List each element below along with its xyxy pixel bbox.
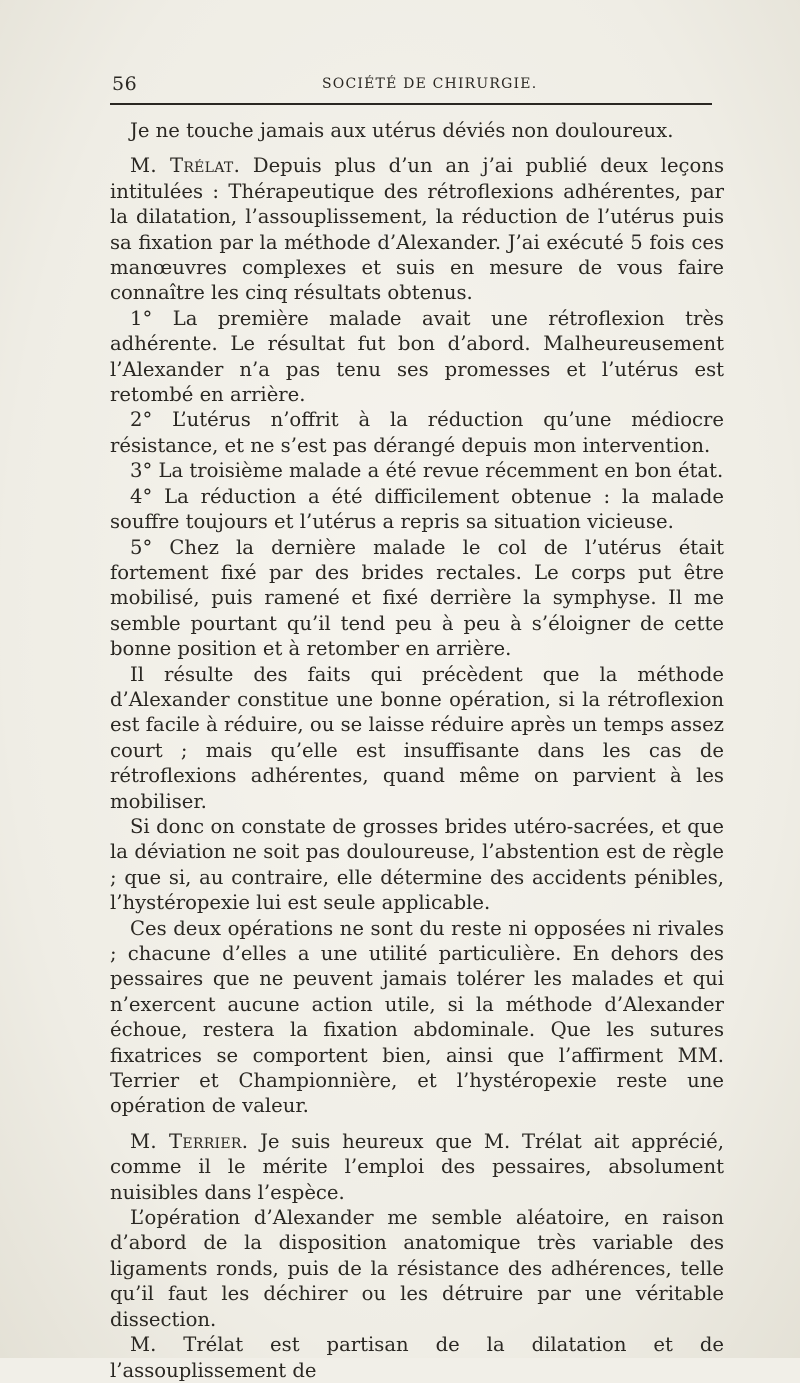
paragraph-text: Depuis plus d’un an j’ai publié deux leçons intitulées : Thérapeutique des rétroflexions adhérentes, par la dilatation, l’assouplissement, la réduction de l’utérus puis sa fixation par la méthode d’Alexander. J’ai exécuté 5 fois ces manœuvres complexes et suis en mesure de vous faire connaître les cinq résultats obtenus. xyxy=(110,154,724,305)
header-rule xyxy=(110,103,712,105)
body-text xyxy=(110,118,724,1383)
paragraph-9 xyxy=(110,814,724,916)
paragraph-text: 1° La première malade avait une rétroflexion très adhérente. Le résultat fut bon d’abord. Malheureusement l’Alexander n’a pas tenu ses promesses et l’utérus est retombé en arrière. xyxy=(110,306,724,407)
paragraph-10 xyxy=(110,916,724,1119)
paragraph-1 xyxy=(110,118,724,143)
paragraph-text: Si donc on constate de grosses brides utéro-sacrées, et que la déviation ne soit pas douloureuse, l’abstention est de règle ; que si, au contraire, elle détermine des accidents pénibles, l’hystéropexie lui est seule applicable. xyxy=(110,814,724,915)
paragraph-12 xyxy=(110,1205,724,1332)
paragraph-7 xyxy=(110,535,724,662)
paragraph-text: 4° La réduction a été difficilement obtenue : la malade souffre toujours et l’utérus a repris sa situation vicieuse. xyxy=(110,484,724,534)
paragraph-2 xyxy=(110,153,724,305)
page-header xyxy=(112,73,712,95)
paragraph-3 xyxy=(110,306,724,408)
paragraph-text: L’opération d’Alexander me semble aléatoire, en raison d’abord de la disposition anatomique très variable des ligaments ronds, puis de la résistance des adhérences, telle qu’il faut les déchirer ou les détruire par une véritable dissection. xyxy=(110,1206,724,1331)
paragraph-text: Je suis heureux que M. Trélat ait apprécié, comme il le mérite l’emploi des pessaires, absolument nuisibles dans l’espèce. xyxy=(110,1129,724,1204)
paragraph-text: Je ne touche jamais aux utérus déviés non douloureux. xyxy=(130,119,674,142)
paragraph-text: 5° Chez la dernière malade le col de l’utérus était fortement fixé par des brides rectales. Le corps put être mobilisé, puis ramené et fixé derrière la symphyse. Il me semble pourtant qu’il tend peu à peu à s’éloigner de cette bonne position et à retomber en arrière. xyxy=(110,535,724,661)
running-head: SOCIÉTÉ DE CHIRURGIE. xyxy=(322,76,538,92)
paragraph-11 xyxy=(110,1129,724,1205)
paragraph-text: 2° L’utérus n’offrit à la réduction qu’une médiocre résistance, et ne s’est pas dérangé depuis mon intervention. xyxy=(110,408,724,457)
paragraph-8 xyxy=(110,662,724,814)
paragraph-5 xyxy=(110,458,724,483)
paragraph-4 xyxy=(110,407,724,458)
page-number: 56 xyxy=(112,73,138,95)
paragraph-text: Ces deux opérations ne sont du reste ni opposées ni rivales ; chacune d’elles a une utilité particulière. En dehors des pessaires que ne peuvent jamais tolérer les malades et qui n’exercent aucune action utile, si la méthode d’Alexander échoue, restera la fixation abdominale. Que les sutures fixatrices se comportent bien, ainsi que l’affirment MM. Terrier et Championnière, et l’hystéropexie reste une opération de valeur. xyxy=(110,916,724,1118)
speaker-name: M. Terrier. xyxy=(130,1129,249,1153)
paragraph-text: 3° La troisième malade a été revue récemment en bon état. xyxy=(130,459,724,483)
speaker-name: M. Trélat. xyxy=(130,154,241,178)
paragraph-text: Il résulte des faits qui précèdent que la méthode d’Alexander constitue une bonne opération, si la rétroflexion est facile à réduire, ou se laisse réduire après un temps assez court ; mais qu’elle est insuffisante dans les cas de rétroflexions adhérentes, quand même on parvient à les mobiliser. xyxy=(110,662,724,813)
paragraph-text: M. Trélat est partisan de la dilatation et de l’assouplissement de xyxy=(110,1333,724,1382)
paragraph-6 xyxy=(110,484,724,535)
